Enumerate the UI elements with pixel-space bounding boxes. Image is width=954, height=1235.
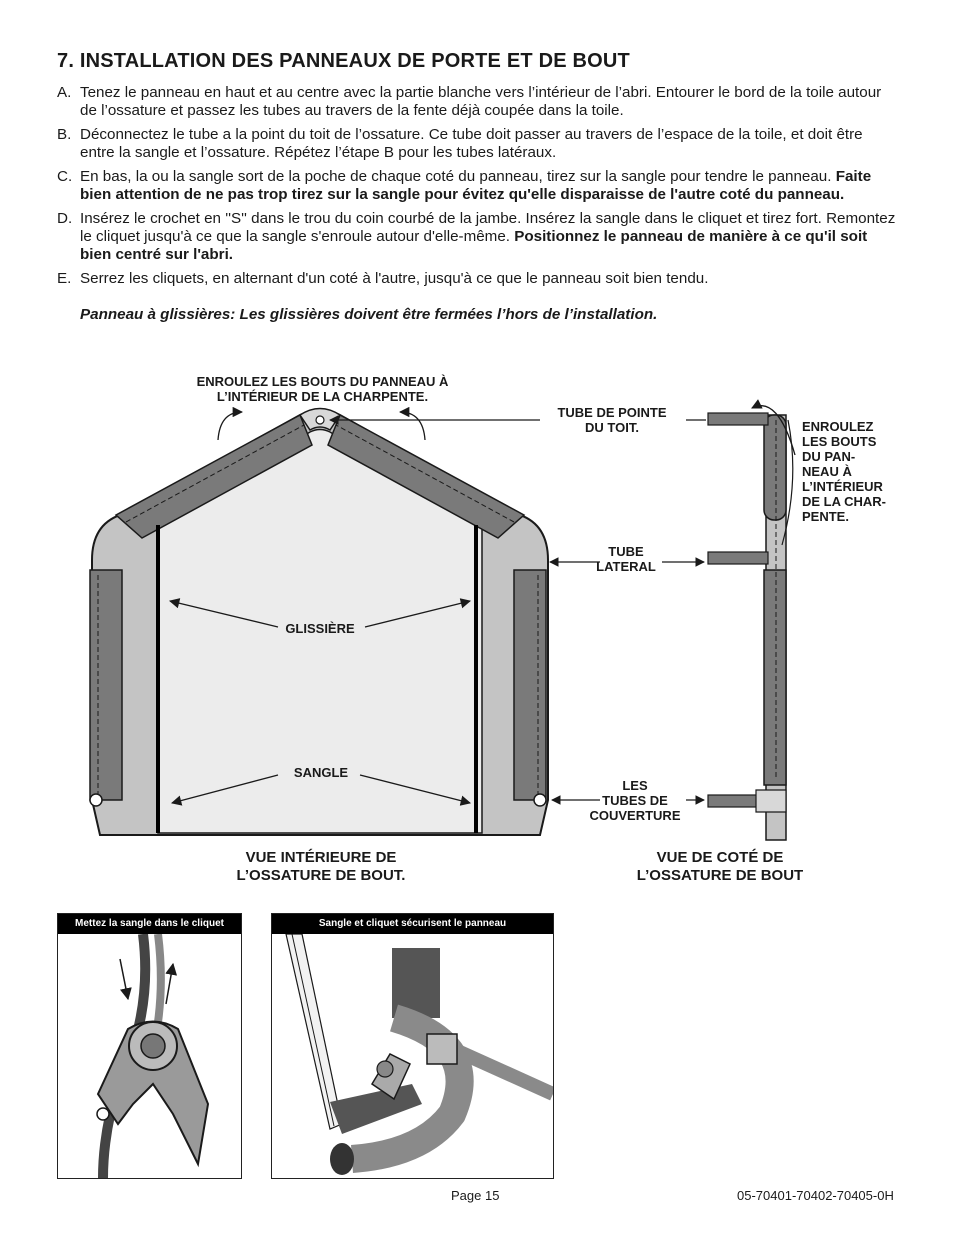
step-b: B. Déconnectez le tube a la point du toit de l’ossature. Ce tube doit passer au travers de l’espace de la toile, et doit être entre la sangle et l’ossature. Répétez l’étape B pour les tubes latéraux. (57, 126, 863, 161)
wrap-side-label: ENROULEZ LES BOUTS DU PAN- NEAU À L’INTÉRIEUR DE LA CHAR- PENTE. (802, 419, 887, 524)
side-view (662, 406, 795, 840)
ratchet-insert-photo (57, 913, 242, 1179)
secured-illustration (272, 934, 553, 1178)
ridge-tube-label: TUBE DE POINTE DU TOIT. (557, 405, 667, 435)
ratchet-insert-caption: Mettez la sangle dans le cliquet (58, 914, 241, 934)
interior-view-caption: VUE INTÉRIEURE DE L’OSSATURE DE BOUT. (236, 849, 406, 884)
step-d: D. Insérez le crochet en ''S'' dans le trou du coin courbé de la jambe. Insérez la sangle dans le cliquet et tirez fort. Remontez le cliquet jusqu'à ce que la sangle s'enroule autour d'elle-même. Positionnez le panneau de manière à ce qu'il soit bien centré sur l'abri. (57, 210, 896, 263)
ratchet-secured-caption: Sangle et cliquet sécurisent le panneau (272, 914, 553, 934)
wrap-top-label: ENROULEZ LES BOUTS DU PANNEAU À L’INTÉRIEUR DE LA CHARPENTE. (196, 374, 449, 404)
ratchet-secured-photo (271, 913, 554, 1179)
step-c: C. En bas, la ou la sangle sort de la poche de chaque coté du panneau, tirez sur la sangle pour tendre le panneau. Faite bien attention de ne pas trop tirez sur la sangle pour évitez qu'elle disparaisse de l'autre coté du panneau. (57, 168, 872, 203)
right-corner-hole (534, 794, 546, 806)
document-code: 05-70401-70402-70405-0H (737, 1188, 894, 1203)
ridge-tube (708, 413, 768, 425)
right-leg-sleeve (514, 570, 546, 800)
lateral-tube (708, 552, 768, 564)
left-leg-sleeve (90, 570, 122, 800)
ratchet-illustration (58, 934, 241, 1178)
page-number: Page 15 (451, 1188, 500, 1203)
section-title: 7. INSTALLATION DES PANNEAUX DE PORTE ET DE BOUT (57, 50, 630, 72)
zipper-note: Panneau à glissières: Les glissières doivent être fermées l’hors de l’installation. (80, 306, 658, 323)
strap-label: SANGLE (293, 765, 349, 780)
lateral-tube-label: TUBE LATERAL (596, 544, 656, 574)
left-corner-hole (90, 794, 102, 806)
step-e: E. Serrez les cliquets, en alternant d'un coté à l'autre, jusqu'à ce que le panneau soit bien tendu. (57, 270, 709, 287)
zipper-label: GLISSIÈRE (285, 621, 355, 636)
side-view-caption: VUE DE COTÉ DE L’OSSATURE DE BOUT (636, 849, 804, 884)
base-tubes-label: LES TUBES DE COUVERTURE (589, 778, 681, 823)
step-a: A. Tenez le panneau en haut et au centre avec la partie blanche vers l’intérieur de l’abri. Entourer le bord de la toile autour de l’ossature et passez les tubes au travers de la fente déjà coupée dans la toile. (57, 84, 882, 119)
